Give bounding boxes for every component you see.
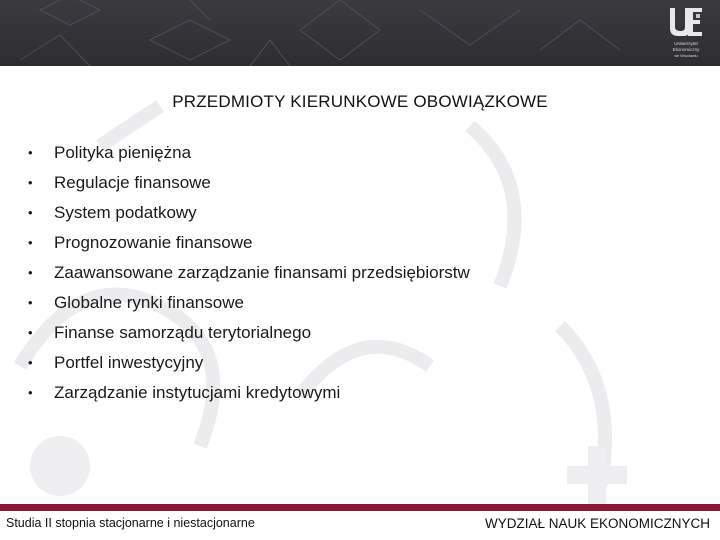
header-banner	[0, 0, 720, 66]
bullet-icon: •	[28, 235, 33, 250]
list-item	[28, 198, 470, 228]
list-item-text: Zarządzanie instytucjami kredytowymi	[54, 383, 341, 402]
ue-logo-icon	[666, 6, 706, 40]
list-item	[28, 228, 470, 258]
list-item	[28, 348, 470, 378]
logo-line-2: Ekonomiczny	[672, 47, 700, 52]
list-item-text: Regulacje finansowe	[54, 173, 211, 192]
footer-study-mode: Studia II stopnia stacjonarne i niestacjonarne	[6, 516, 255, 530]
footer-faculty: WYDZIAŁ NAUK EKONOMICZNYCH	[484, 516, 710, 531]
list-item-text: Polityka pieniężna	[54, 143, 192, 162]
list-item-text: Zaawansowane zarządzanie finansami przedsiębiorstw	[54, 263, 470, 282]
university-logo	[666, 6, 706, 62]
list-item	[28, 288, 470, 318]
bullet-icon: •	[28, 175, 33, 190]
footer-bar	[0, 504, 720, 511]
list-item	[28, 168, 470, 198]
list-item	[28, 318, 470, 348]
list-item-text: System podatkowy	[54, 203, 197, 222]
logo-line-3: we Wrocławiu	[674, 54, 698, 58]
logo-line-1: Uniwersytet	[674, 41, 698, 46]
list-item	[28, 138, 470, 168]
list-item-text: Finanse samorządu terytorialnego	[54, 323, 312, 342]
bullet-icon: •	[28, 265, 33, 280]
bullet-icon: •	[28, 205, 33, 220]
list-item	[28, 258, 470, 288]
list-item-text: Prognozowanie finansowe	[54, 233, 253, 252]
slide-title: PRZEDMIOTY KIERUNKOWE OBOWIĄZKOWE	[172, 92, 548, 111]
list-item	[28, 378, 470, 408]
bullet-icon: •	[28, 355, 33, 370]
bullet-icon: •	[28, 385, 33, 400]
header-pattern	[0, 0, 720, 66]
bullet-icon: •	[28, 325, 33, 340]
list-item-text: Portfel inwestycyjny	[54, 353, 204, 372]
bullet-icon: •	[28, 145, 33, 160]
course-list	[28, 138, 470, 408]
bullet-icon: •	[28, 295, 33, 310]
list-item-text: Globalne rynki finansowe	[54, 293, 244, 312]
